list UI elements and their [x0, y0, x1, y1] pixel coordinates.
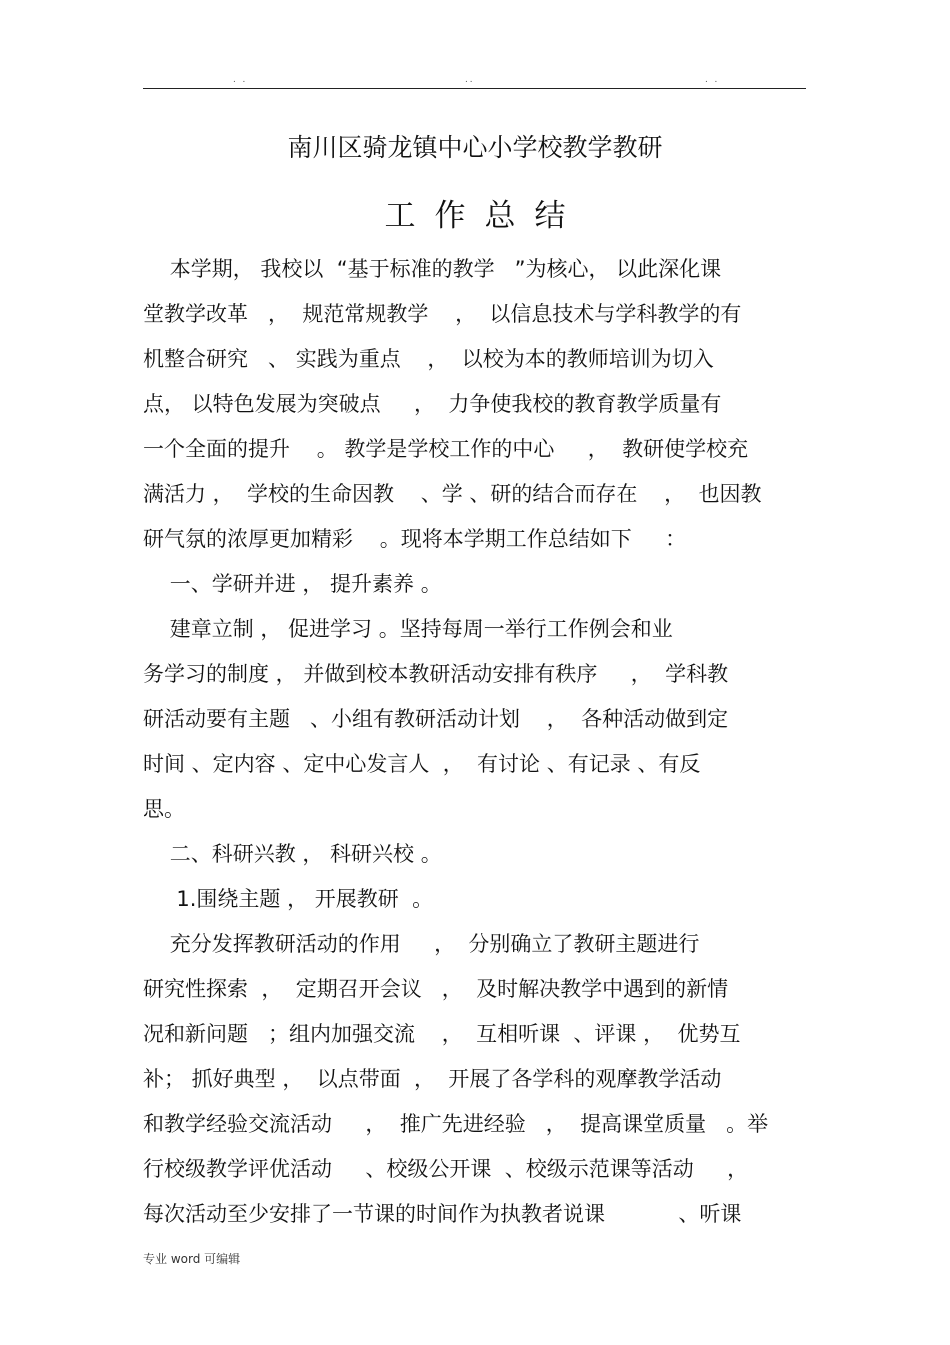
body-line: 行校级教学评优活动 、校级公开课 、校级示范课等活动 ，: [143, 1157, 749, 1181]
subsection-heading-1: 1.围绕主题 ， 开展教研 。: [143, 887, 434, 911]
body-line: 一个全面的提升 。 教学是学校工作的中心 ， 教研使学校充: [143, 437, 749, 461]
body-line: 充分发挥教研活动的作用 ， 分别确立了教研主题进行: [143, 932, 700, 956]
body-line: 况和新问题 ；组内加强交流 ， 互相听课 、评课 ， 优势互: [143, 1022, 741, 1046]
body-line: 研活动要有主题 、小组有教研活动计划 ， 各种活动做到定: [143, 707, 729, 731]
page-footer: 专业 word 可编辑: [143, 1252, 241, 1266]
body-line: 满活力 ， 学校的生命因教 、学 、研的结合而存在 ， 也因教: [143, 482, 762, 506]
body-line: 研究性探索 ， 定期召开会议 ， 及时解决教学中遇到的新情: [143, 977, 729, 1001]
body-line: 思。: [143, 797, 185, 821]
body-line: 本学期， 我校以 “基于标准的教学 ”为核心， 以此深化课: [143, 257, 722, 281]
header-mark-right: . .: [705, 74, 720, 85]
body-line: 每次活动至少安排了一节课的时间作为执教者说课 、听课: [143, 1202, 742, 1226]
header-mark-left: . .: [233, 74, 248, 85]
body-line: 研气氛的浓厚更加精彩 。现将本学期工作总结如下 ：: [143, 527, 687, 551]
body-line: 建章立制 ， 促进学习 。坚持每周一举行工作例会和业: [143, 617, 673, 641]
body-line: 点， 以特色发展为突破点 ， 力争使我校的教育教学质量有: [143, 392, 722, 416]
body-line: 补； 抓好典型 ， 以点带面 ， 开展了各学科的观摩教学活动: [143, 1067, 722, 1091]
body-line: 堂教学改革 ， 规范常规教学 ， 以信息技术与学科教学的有: [143, 302, 742, 326]
section-heading-2: 二、科研兴教 ， 科研兴校 。: [143, 842, 442, 866]
document-title-line1: 南川区骑龙镇中心小学校教学教研: [287, 133, 663, 162]
header-mark-center: ..: [465, 74, 475, 85]
body-line: 机整合研究 、 实践为重点 ， 以校为本的教师培训为切入: [143, 347, 714, 371]
header-rule: [143, 88, 806, 89]
body-line: 务学习的制度 ， 并做到校本教研活动安排有秩序 ， 学科教: [143, 662, 729, 686]
document-title-line2: 工作总结: [384, 198, 585, 234]
body-line: 时间 、定内容 、定中心发言人 ， 有讨论 、有记录 、有反: [143, 752, 701, 776]
section-heading-1: 一、学研并进 ， 提升素养 。: [143, 572, 442, 596]
body-line: 和教学经验交流活动 ， 推广先进经验 ， 提高课堂质量 。举: [143, 1112, 769, 1136]
